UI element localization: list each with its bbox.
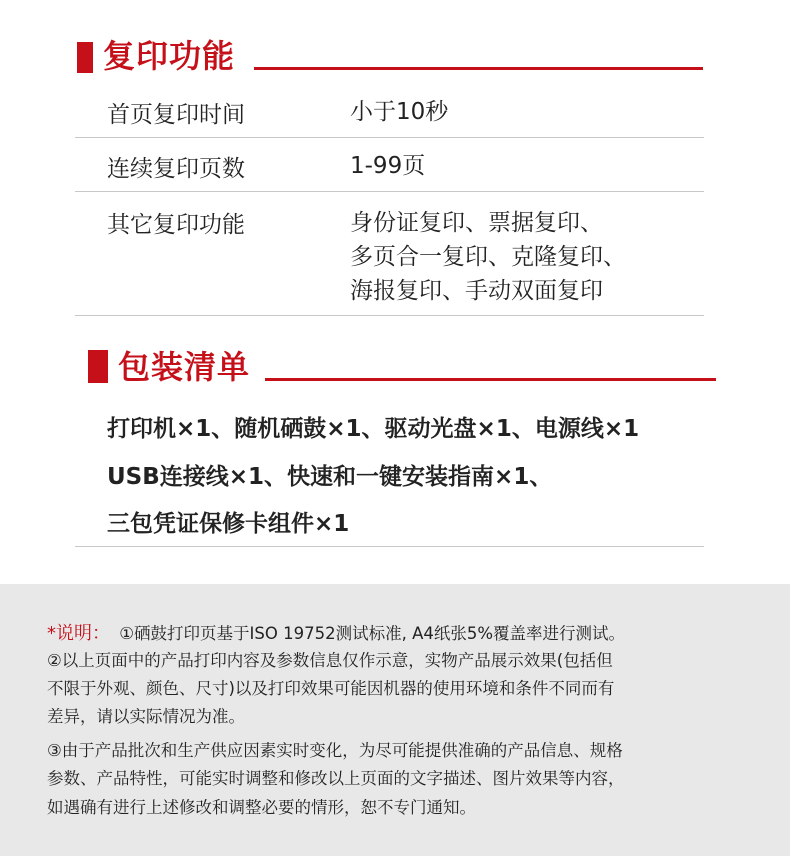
spec-row-continuous-copy (75, 137, 704, 192)
spec-value-line: 多页合一复印、克隆复印、 (350, 244, 626, 270)
copy-section-title: 复印功能 (103, 37, 236, 75)
section-rule (265, 378, 716, 381)
divider (75, 546, 704, 547)
note-line: 参数、产品特性，可能实时调整和修改以上页面的文字描述、图片效果等内容， (47, 769, 625, 788)
copy-section-header (77, 38, 707, 78)
spec-key: 其它复印功能 (107, 212, 245, 238)
package-line: USB连接线×1、快速和一键安装指南×1、 (107, 464, 553, 490)
spec-value-line: 身份证复印、票据复印、 (350, 210, 603, 236)
spec-key: 首页复印时间 (107, 102, 245, 128)
spec-key: 连续复印页数 (107, 156, 245, 182)
note-line: ②以上页面中的产品打印内容及参数信息仅作示意，实物产品展示效果(包括但 (47, 651, 613, 670)
spec-row-first-copy (75, 92, 704, 138)
note-text: ①硒鼓打印页基于ISO 19752测试标准, A4纸张5%覆盖率进行测试。 (119, 624, 626, 643)
note-line: 差异，请以实际情况为准。 (47, 707, 245, 726)
section-marker (77, 42, 93, 73)
note-line: ③由于产品批次和生产供应因素实时变化，为尽可能提供准确的产品信息、规格 (47, 741, 623, 760)
spec-value-line: 海报复印、手动双面复印 (350, 278, 603, 304)
section-rule (254, 67, 703, 70)
note-line (47, 622, 625, 646)
notes-panel (0, 584, 790, 856)
package-line: 打印机×1、随机硒鼓×1、驱动光盘×1、电源线×1 (107, 416, 640, 442)
spec-value: 小于10秒 (350, 99, 449, 125)
section-marker (88, 350, 108, 383)
notes-label: *说明： (47, 623, 110, 644)
note-line: 如遇确有进行上述修改和调整必要的情形，恕不专门通知。 (47, 798, 476, 817)
spec-value: 1-99页 (350, 153, 426, 179)
package-line: 三包凭证保修卡组件×1 (107, 511, 350, 537)
spec-row-other-copy (75, 192, 704, 316)
package-section-header (88, 347, 718, 387)
package-section-title: 包装清单 (118, 348, 251, 386)
note-line: 不限于外观、颜色、尺寸)以及打印效果可能因机器的使用环境和条件不同而有 (47, 679, 615, 698)
